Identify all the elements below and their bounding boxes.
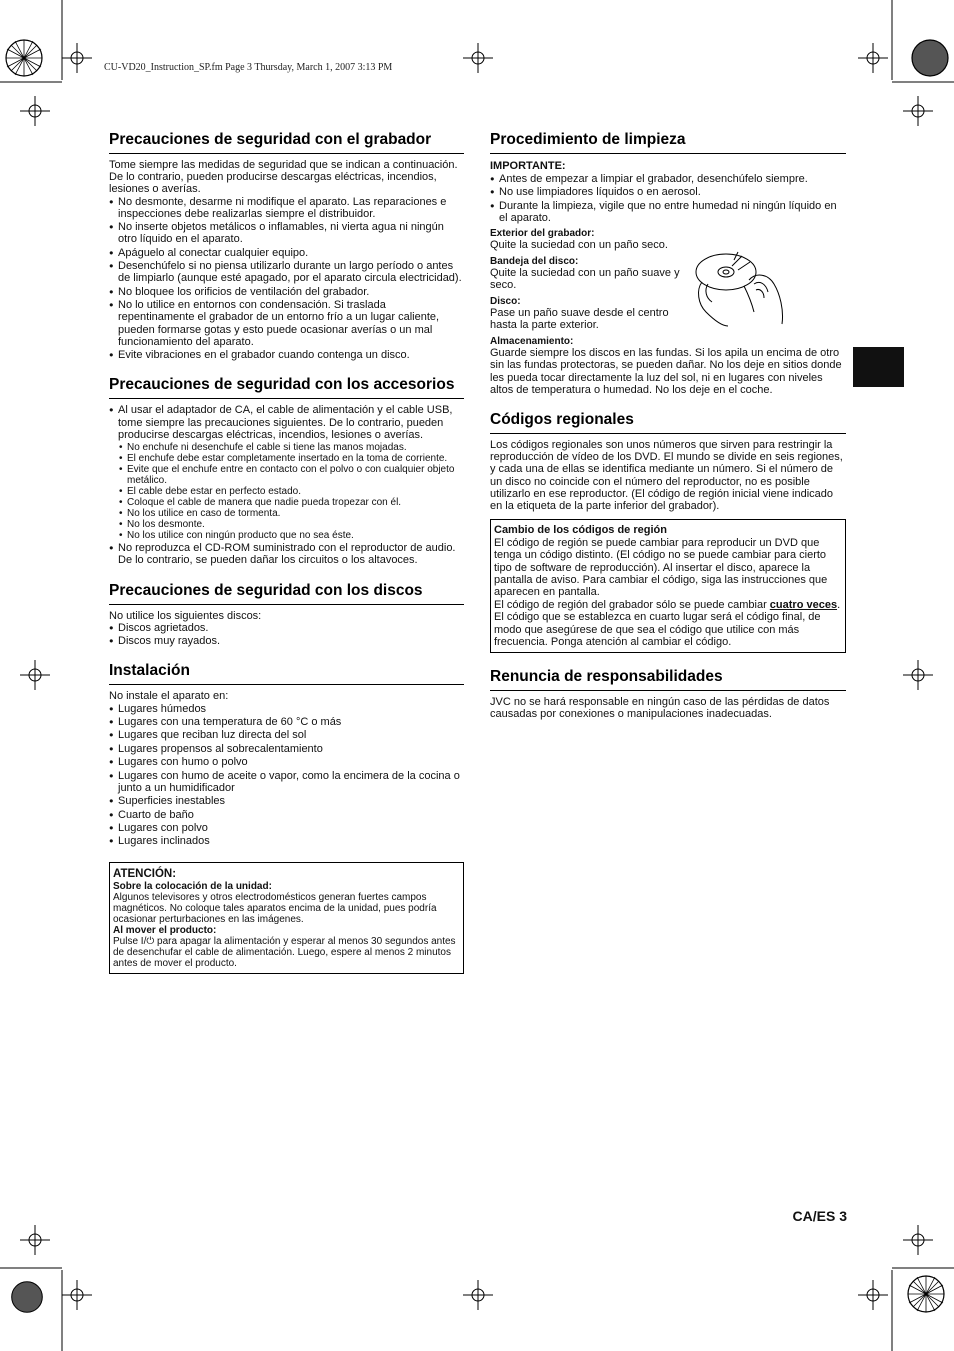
section-title: Instalación — [109, 661, 464, 685]
bullet-list — [109, 622, 464, 648]
cleaning-exterior — [490, 228, 690, 251]
region-box-text-part: . El código que se establezca en cuarto lugar será el código final, de modo que asegúrese de que sea el código que utilice con más frecuencia. Ponga atención al cambiar el código. — [494, 599, 841, 648]
region-box-text-part: El código de región del grabador sólo se puede cambiar — [494, 599, 770, 612]
list-item: ● Superficies inestables — [109, 795, 464, 807]
list-item: ● Lugares húmedos — [109, 703, 464, 715]
section-discs-safety — [109, 581, 464, 648]
region-box-text: El código de región se puede cambiar para reproducir un DVD que tenga un código distinto. (El código no se puede cambiar para cierto tipo de software de reproducción). Al insertar el disco, aparece la pantalla de aviso. Para cambiar el código, siga las instrucciones que aparecen en pantalla. — [494, 537, 828, 599]
list-item: ● Lugares propensos al sobrecalentamiento — [109, 743, 464, 755]
list-item: ● Durante la limpieza, vigile que no entre humedad ni ningún líquido en el aparato. — [490, 200, 846, 224]
cleaning-heading: Disco: — [490, 296, 521, 308]
section-title: Procedimiento de limpieza — [490, 130, 846, 154]
cleaning-text: Guarde siempre los discos en las fundas. Si los apila un encima de otro sin las fundas protectoras, se pueden dañar. No los deje en sitios donde les pueda tocar directamente la luz del sol, ni en lugares con niveles altos de temperatura o humedad. No los deje en el coche. — [490, 347, 842, 396]
list-item: ● No desmonte, desarme ni modifique el aparato. Las reparaciones e inspecciones debe realizarlas siempre el distribuidor. — [109, 196, 464, 220]
attention-subheading: Al mover el producto: — [113, 924, 217, 936]
list-item: ● Cuarto de baño — [109, 809, 464, 821]
list-item — [109, 404, 464, 541]
attention-subheading: Sobre la colocación de la unidad: — [113, 880, 272, 892]
list-item: ● Discos agrietados. — [109, 622, 464, 634]
section-installation — [109, 661, 464, 847]
cleaning-heading: Almacenamiento: — [490, 336, 574, 348]
attention-box — [109, 862, 464, 974]
sub-list-item: • No los utilice en caso de tormenta. — [118, 508, 464, 519]
list-item: ● Lugares con polvo — [109, 822, 464, 834]
bullet-list — [109, 196, 464, 362]
list-item: ● Evite vibraciones en el grabador cuando contenga un disco. — [109, 349, 464, 361]
disclaimer-text: JVC no se hará responsable en ningún caso de las pérdidas de datos causadas por conexiones o manipulaciones inadecuadas. — [490, 696, 830, 721]
intro-text: No utilice los siguientes discos: — [109, 609, 262, 622]
sub-list-item: • No enchufe ni desenchufe el cable si tiene las manos mojadas. — [118, 442, 464, 453]
region-box-text-limit — [494, 599, 841, 648]
section-title: Precauciones de seguridad con el grabador — [109, 130, 464, 154]
cleaning-text: Quite la suciedad con un paño suave y seco. — [490, 267, 680, 292]
list-item: ● Antes de empezar a limpiar el grabador, desenchúfelo siempre. — [490, 173, 846, 185]
list-item: ● Lugares que reciban luz directa del sol — [109, 729, 464, 741]
section-disclaimer — [490, 667, 846, 720]
region-change-box — [490, 519, 846, 653]
sub-list-item: • Evite que el enchufe entre en contacto con el polvo o con cualquier objeto metálico. — [118, 464, 464, 486]
attention-title: ATENCIÓN: — [113, 867, 177, 880]
intro-text: Tome siempre las medidas de seguridad que se indican a continuación. De lo contrario, pueden producirse descargas eléctricas, incendios, lesiones o averías. — [109, 159, 458, 196]
section-title: Renuncia de responsabilidades — [490, 667, 846, 691]
cleaning-tray — [490, 256, 690, 291]
cleaning-disc — [490, 296, 690, 331]
right-column — [490, 130, 846, 734]
sub-list — [118, 442, 464, 541]
section-title: Códigos regionales — [490, 410, 846, 434]
attention-text: Pulse I/⏻ para apagar la alimentación y esperar al menos 30 segundos antes de desenchufar el cable de alimentación. Luego, espere al menos 2 minutos antes de mover el producto. — [113, 935, 456, 969]
file-header: CU-VD20_Instruction_SP.fm Page 3 Thursday, March 1, 2007 3:13 PM — [104, 62, 393, 73]
list-item-text: Al usar el adaptador de CA, el cable de alimentación y el cable USB, tome siempre las precauciones siguientes. De lo contrario, pueden producirse descargas eléctricas, incendios, lesiones o averías. — [118, 404, 453, 441]
intro-text: No instale el aparato en: — [109, 690, 229, 703]
region-box-title: Cambio de los códigos de región — [494, 524, 667, 537]
bullet-list — [490, 173, 846, 224]
sub-list-item: • No los desmonte. — [118, 519, 464, 530]
region-box-emphasis: cuatro veces — [769, 599, 838, 612]
list-item: ● Lugares con humo o polvo — [109, 756, 464, 768]
list-item: ● Desenchúfelo si no piensa utilizarlo durante un largo período o antes de limpiarlo (aunque esté apagado, por el aparato circula electricidad). — [109, 260, 464, 284]
cleaning-storage — [490, 336, 846, 396]
bullet-list — [109, 703, 464, 848]
bullet-list — [109, 404, 464, 566]
list-item: ● Lugares inclinados — [109, 835, 464, 847]
cleaning-heading: Exterior del grabador: — [490, 228, 595, 240]
section-region-codes — [490, 410, 846, 653]
important-label: IMPORTANTE: — [490, 160, 566, 172]
list-item: ● No lo utilice en entornos con condensación. Si traslada repentinamente el grabador de un entorno frío a un lugar caliente, pueden formarse gotas y esto puede ocasionar averías o un mal funcionamiento del aparato. — [109, 299, 464, 348]
list-item: ● No bloquee los orificios de ventilación del grabador. — [109, 286, 464, 298]
sub-list-item: • El cable debe estar en perfecto estado. — [118, 486, 464, 497]
section-accessories-safety — [109, 375, 464, 566]
page-number: CA/ES 3 — [792, 1208, 847, 1224]
attention-text: Algunos televisores y otros electrodomésticos generan fuertes campos magnéticos. No coloque tales aparatos encima de la unidad, pues podría ocasionar perturbaciones en las imágenes. — [113, 891, 437, 925]
section-title: Precauciones de seguridad con los accesorios — [109, 375, 464, 399]
cleaning-heading: Bandeja del disco: — [490, 256, 579, 268]
sub-list-item: • Coloque el cable de manera que nadie pueda tropezar con él. — [118, 497, 464, 508]
list-item: ● Discos muy rayados. — [109, 635, 464, 647]
list-item: ● No inserte objetos metálicos o inflamables, ni vierta agua ni ningún otro líquido en el aparato. — [109, 221, 464, 245]
section-title: Precauciones de seguridad con los discos — [109, 581, 464, 605]
list-item: ● Apáguelo al conectar cualquier equipo. — [109, 247, 464, 259]
section-recorder-safety — [109, 130, 464, 361]
left-column — [109, 130, 464, 974]
disc-cleaning-illustration — [694, 250, 786, 333]
list-item: ● Lugares con una temperatura de 60 °C o más — [109, 716, 464, 728]
cleaning-text: Quite la suciedad con un paño seco. — [490, 239, 668, 252]
sub-list-item: • El enchufe debe estar completamente insertado en la toma de corriente. — [118, 453, 464, 464]
region-text: Los códigos regionales son unos números que sirven para restringir la reproducción de vídeo de los DVD. El mundo se divide en seis regiones, y cada una de ellas se identifica mediante un número. Si el número de un disco no coincide con el número del reproductor, no es posible utilizarlo en ese reproductor. (El código de región inicial viene indicado en la etiqueta de la parte inferior del grabador). — [490, 439, 843, 513]
list-item: ● Lugares con humo de aceite o vapor, como la encimera de la cocina o junto a un humidificador — [109, 770, 464, 794]
section-tab-marker — [853, 347, 904, 387]
list-item: ● No use limpiadores líquidos o en aerosol. — [490, 186, 846, 198]
sub-list-item: • No los utilice con ningún producto que no sea éste. — [118, 530, 464, 541]
section-cleaning — [490, 130, 846, 396]
cleaning-text: Pase un paño suave desde el centro hasta la parte exterior. — [490, 307, 669, 332]
list-item: ● No reproduzca el CD-ROM suministrado con el reproductor de audio. De lo contrario, se pueden dañar los circuitos o los altavoces. — [109, 542, 464, 566]
